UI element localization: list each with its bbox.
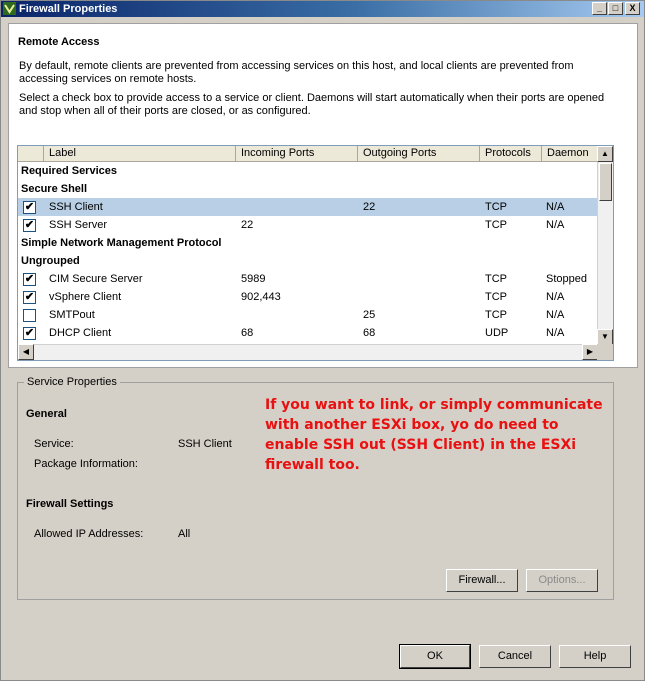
options-button[interactable]: Options...	[526, 569, 598, 592]
window-title: Firewall Properties	[19, 3, 118, 15]
cell-label: vSphere Client	[49, 291, 122, 303]
cell-label: DHCP Client	[49, 327, 112, 339]
cell-protocols: UDP	[485, 327, 509, 339]
cell-daemon: Stopped	[546, 273, 587, 285]
ok-button[interactable]: OK	[400, 645, 470, 668]
vertical-scroll-thumb[interactable]	[599, 163, 612, 201]
cell-outgoing-ports: 22	[363, 201, 376, 213]
cell-incoming-ports: 5989	[241, 273, 266, 285]
table-body	[18, 162, 598, 342]
table-row[interactable]	[18, 324, 598, 342]
cell-daemon: N/A	[546, 291, 565, 303]
table-row[interactable]	[18, 198, 598, 216]
remote-access-title: Remote Access	[18, 36, 100, 48]
group-label: Ungrouped	[21, 255, 80, 267]
cell-outgoing-ports: 25	[363, 309, 376, 321]
table-row[interactable]	[18, 288, 598, 306]
group-label: Simple Network Management Protocol	[21, 237, 222, 249]
cell-protocols: TCP	[485, 291, 507, 303]
cell-protocols: TCP	[485, 219, 507, 231]
table-row[interactable]	[18, 270, 598, 288]
service-label: Service:	[34, 438, 74, 450]
table-group-row[interactable]	[18, 252, 598, 270]
group-label: Required Services	[21, 165, 117, 177]
cell-incoming-ports: 902,443	[241, 291, 281, 303]
package-information-label: Package Information:	[34, 458, 138, 470]
general-heading: General	[26, 408, 67, 420]
cell-daemon: N/A	[546, 201, 565, 213]
minimize-button[interactable]: _	[592, 2, 607, 15]
checkbox-unchecked[interactable]	[23, 309, 36, 322]
scroll-right-arrow-icon[interactable]: ▶	[582, 344, 598, 360]
cell-outgoing-ports: 68	[363, 327, 376, 339]
checkbox-checked[interactable]: ✔	[24, 273, 35, 285]
checkbox-checked[interactable]: ✔	[24, 291, 35, 303]
annotation-note: If you want to link, or simply communicate with another ESXi box, yo do need to enable SSH out (SSH Client) in the ESXi firewall too.	[265, 397, 603, 473]
cell-label: SSH Client	[49, 201, 103, 213]
cell-daemon: N/A	[546, 309, 565, 321]
header-checkbox-column[interactable]	[18, 146, 44, 162]
cell-incoming-ports: 22	[241, 219, 254, 231]
table-header	[18, 146, 598, 162]
header-label[interactable]: Label	[44, 146, 236, 162]
cell-daemon: N/A	[546, 219, 565, 231]
vsphere-app-icon	[3, 2, 16, 15]
service-properties-legend: Service Properties	[24, 376, 120, 388]
services-table	[17, 145, 614, 361]
vertical-scrollbar[interactable]	[597, 146, 613, 345]
checkbox-checked[interactable]: ✔	[24, 219, 35, 231]
cell-label: SMTPout	[49, 309, 95, 321]
checkbox-checked[interactable]: ✔	[24, 327, 35, 339]
table-group-row[interactable]	[18, 162, 598, 180]
service-value: SSH Client	[178, 438, 232, 450]
remote-access-description: By default, remote clients are prevented from accessing services on this host, and local clients are prevented from accessing services on remote hosts.	[19, 60, 574, 85]
firewall-settings-heading: Firewall Settings	[26, 498, 114, 510]
header-outgoing-ports[interactable]: Outgoing Ports	[358, 146, 480, 162]
cell-protocols: TCP	[485, 273, 507, 285]
cell-daemon: N/A	[546, 327, 565, 339]
horizontal-scrollbar[interactable]	[18, 344, 598, 360]
scroll-down-arrow-icon[interactable]: ▼	[597, 329, 613, 345]
title-bar[interactable]	[1, 1, 644, 17]
table-group-row[interactable]	[18, 180, 598, 198]
group-label: Secure Shell	[21, 183, 88, 195]
remote-access-instructions: Select a check box to provide access to a service or client. Daemons will start automatically when their ports are opened and stop when all of their ports are closed, or as configured.	[19, 92, 605, 117]
header-daemon[interactable]: Daemon	[542, 146, 598, 162]
scrollbar-corner	[597, 344, 613, 360]
table-row[interactable]	[18, 216, 598, 234]
scroll-up-arrow-icon[interactable]: ▲	[597, 146, 613, 162]
close-button[interactable]: X	[625, 2, 640, 15]
checkbox-checked[interactable]: ✔	[24, 201, 35, 213]
cell-label: SSH Server	[49, 219, 108, 231]
maximize-button[interactable]: □	[608, 2, 623, 15]
cell-label: CIM Secure Server	[49, 273, 143, 285]
allowed-ip-label: Allowed IP Addresses:	[34, 528, 144, 540]
table-row[interactable]	[18, 306, 598, 324]
service-properties-group	[17, 376, 614, 600]
table-group-row[interactable]	[18, 234, 598, 252]
firewall-button[interactable]: Firewall...	[446, 569, 518, 592]
help-button[interactable]: Help	[559, 645, 631, 668]
scroll-left-arrow-icon[interactable]: ◀	[18, 344, 34, 360]
allowed-ip-value: All	[178, 528, 191, 540]
header-incoming-ports[interactable]: Incoming Ports	[236, 146, 358, 162]
cell-incoming-ports: 68	[241, 327, 254, 339]
cancel-button[interactable]: Cancel	[479, 645, 551, 668]
cell-protocols: TCP	[485, 309, 507, 321]
cell-protocols: TCP	[485, 201, 507, 213]
header-protocols[interactable]: Protocols	[480, 146, 542, 162]
